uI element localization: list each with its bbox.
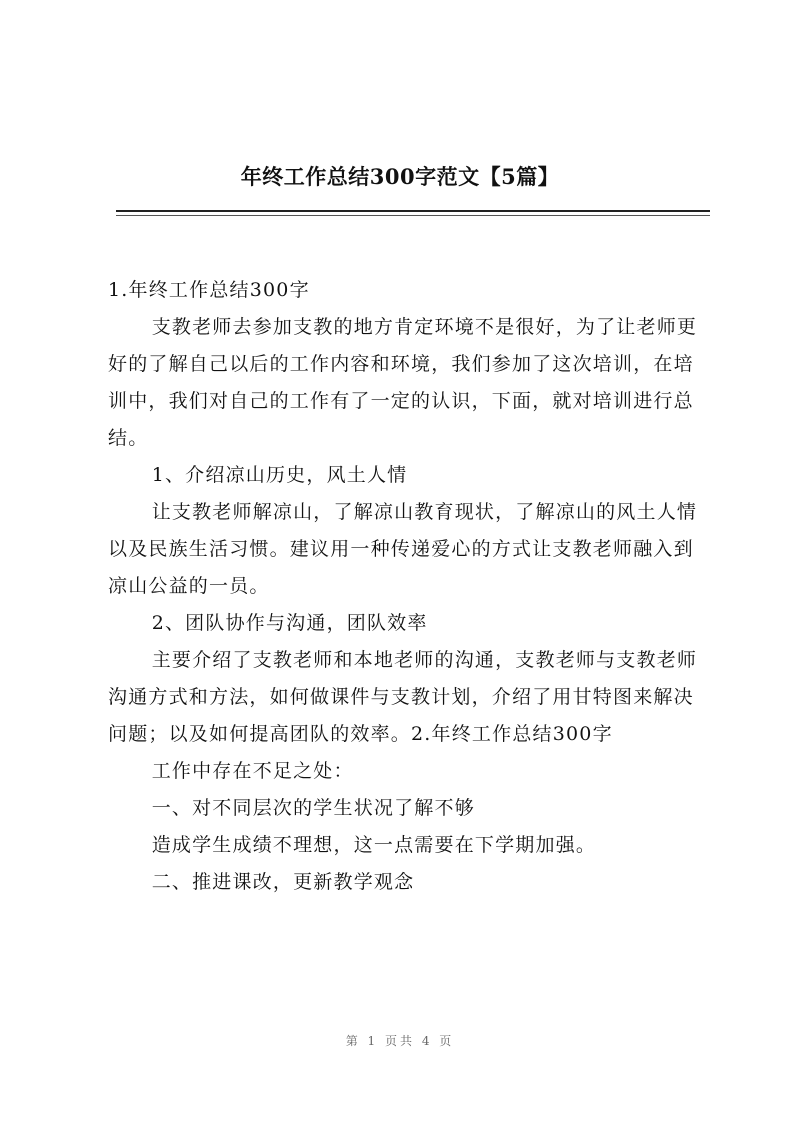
- section-heading: 1.年终工作总结300字: [108, 279, 310, 301]
- page-footer: 第 1 页共 4 页: [345, 1034, 455, 1048]
- subheading: 二、推进课改，更新教学观念: [151, 871, 415, 893]
- paragraph: 工作中存在不足之处：: [151, 760, 354, 782]
- subheading: 1、介绍凉山历史，风土人情: [151, 464, 408, 486]
- subheading: 一、对不同层次的学生状况了解不够: [151, 797, 475, 819]
- subheading: 2、团队协作与沟通，团队效率: [151, 612, 428, 634]
- document-body: [108, 272, 708, 901]
- title-divider-thin: [116, 215, 710, 216]
- paragraph: 让支教老师解凉山，了解凉山教育现状，了解凉山的风土人情以及民族生活习惯。建议用一种传递爱心的方式让支教老师融入到凉山公益的一员。: [108, 501, 698, 597]
- document-title: 年终工作总结300字范文【5篇】: [240, 164, 560, 189]
- paragraph: 主要介绍了支教老师和本地老师的沟通，支教老师与支教老师沟通方式和方法，如何做课件与支教计划，介绍了用甘特图来解决问题；以及如何提高团队的效率。2.年终工作总结300字: [108, 649, 698, 745]
- title-divider: [116, 210, 710, 212]
- paragraph: 支教老师去参加支教的地方肯定环境不是很好，为了让老师更好的了解自己以后的工作内容和环境，我们参加了这次培训，在培训中，我们对自己的工作有了一定的认识，下面，就对培训进行总结。: [108, 316, 698, 449]
- paragraph: 造成学生成绩不理想，这一点需要在下学期加强。: [151, 834, 597, 856]
